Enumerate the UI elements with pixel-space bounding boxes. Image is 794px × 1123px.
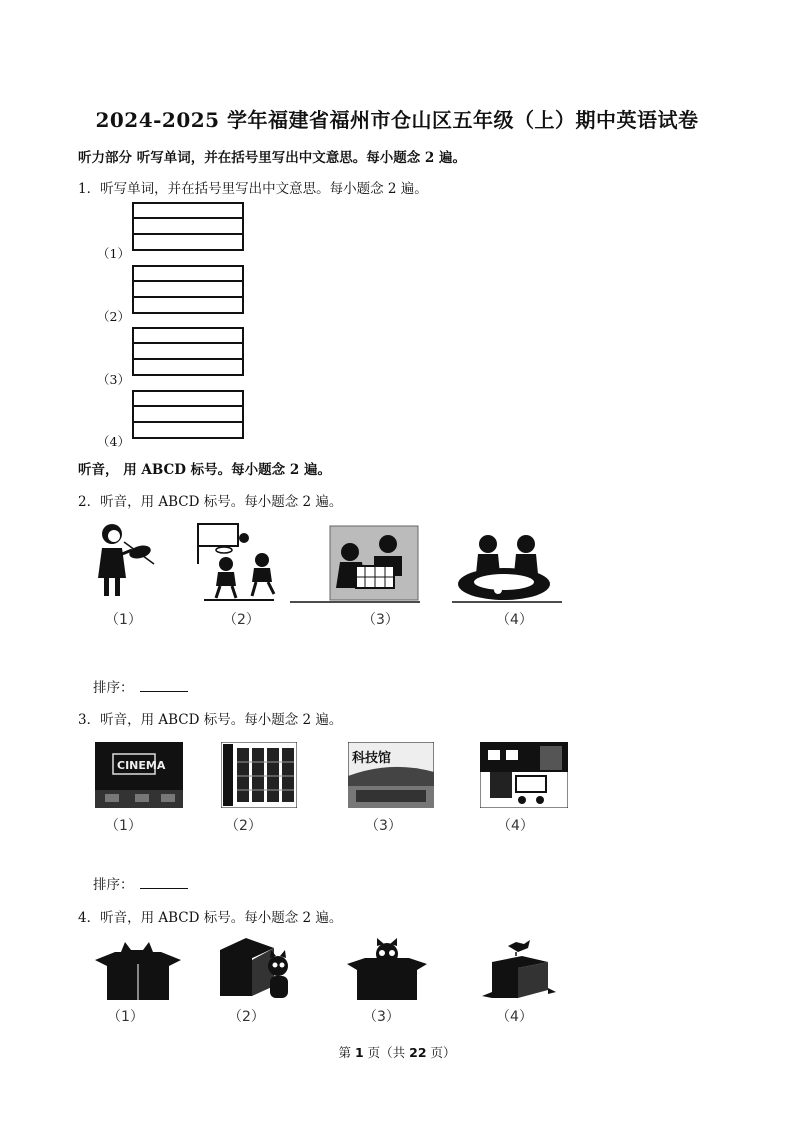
q4-label-1: （1）	[107, 1009, 144, 1025]
q3-label-4: （4）	[497, 818, 534, 834]
question-4-text: 4．听音，用 ABCD 标号。每小题念 2 遍。	[78, 910, 343, 926]
girl-violin-picture	[88, 520, 158, 604]
cinema-sign: CINEMA	[117, 759, 166, 772]
q1-writing-box-3[interactable]	[132, 327, 244, 376]
q2-order-blank[interactable]	[140, 679, 188, 692]
q3-order-label: 排序：	[93, 877, 134, 893]
picnic-picture	[452, 528, 562, 604]
playing-basketball-picture	[194, 520, 286, 604]
q3-order-blank[interactable]	[140, 876, 188, 889]
science-museum-sign: 科技馆	[352, 751, 392, 766]
q4-label-2: （2）	[228, 1009, 265, 1025]
library-picture	[221, 742, 297, 808]
q2-label-3: （3）	[362, 612, 399, 628]
page-footer: 第 1 页（共 22 页）	[338, 1045, 456, 1060]
q1-label-2: （2）	[97, 309, 130, 324]
bird-on-box-picture	[482, 938, 556, 1002]
q2-label-2: （2）	[223, 612, 260, 628]
page-title: 2024-2025 学年福建省福州市仓山区五年级（上）期中英语试卷	[95, 108, 699, 132]
q1-label-4: （4）	[97, 434, 130, 449]
q1-writing-box-2[interactable]	[132, 265, 244, 314]
question-2-text: 2．听音，用 ABCD 标号。每小题念 2 遍。	[78, 494, 343, 510]
section-2-header: 听音， 用 ABCD 标号。每小题念 2 遍。	[78, 462, 331, 478]
cinema-picture	[95, 742, 183, 808]
q3-label-2: （2）	[225, 818, 262, 834]
cat-peeking-box-picture	[347, 938, 427, 1002]
q2-order-label: 排序：	[93, 680, 134, 696]
q1-writing-box-1[interactable]	[132, 202, 244, 251]
current-page-number: 1	[354, 1045, 364, 1060]
q3-label-3: （3）	[365, 818, 402, 834]
question-3-text: 3．听音，用 ABCD 标号。每小题念 2 遍。	[78, 712, 343, 728]
science-museum-picture	[348, 742, 434, 808]
q1-writing-box-4[interactable]	[132, 390, 244, 439]
question-1-text: 1．听写单词，并在括号里写出中文意思。每小题念 2 遍。	[78, 181, 428, 197]
q2-label-1: （1）	[105, 612, 142, 628]
q2-label-4: （4）	[496, 612, 533, 628]
cat-in-box-picture	[95, 938, 181, 1002]
q2-order-row	[93, 676, 188, 696]
q1-label-1: （1）	[97, 246, 130, 261]
listening-section-header: 听力部分 听写单词，并在括号里写出中文意思。每小题念 2 遍。	[78, 150, 466, 166]
q3-order-row	[93, 873, 188, 893]
supermarket-picture	[480, 742, 568, 808]
playing-chess-picture	[290, 522, 420, 606]
q1-label-3: （3）	[97, 372, 130, 387]
cat-beside-box-picture	[216, 938, 296, 1002]
q3-label-1: （1）	[105, 818, 142, 834]
total-page-count: 22	[409, 1045, 427, 1060]
q4-label-3: （3）	[363, 1009, 400, 1025]
q4-label-4: （4）	[496, 1009, 533, 1025]
